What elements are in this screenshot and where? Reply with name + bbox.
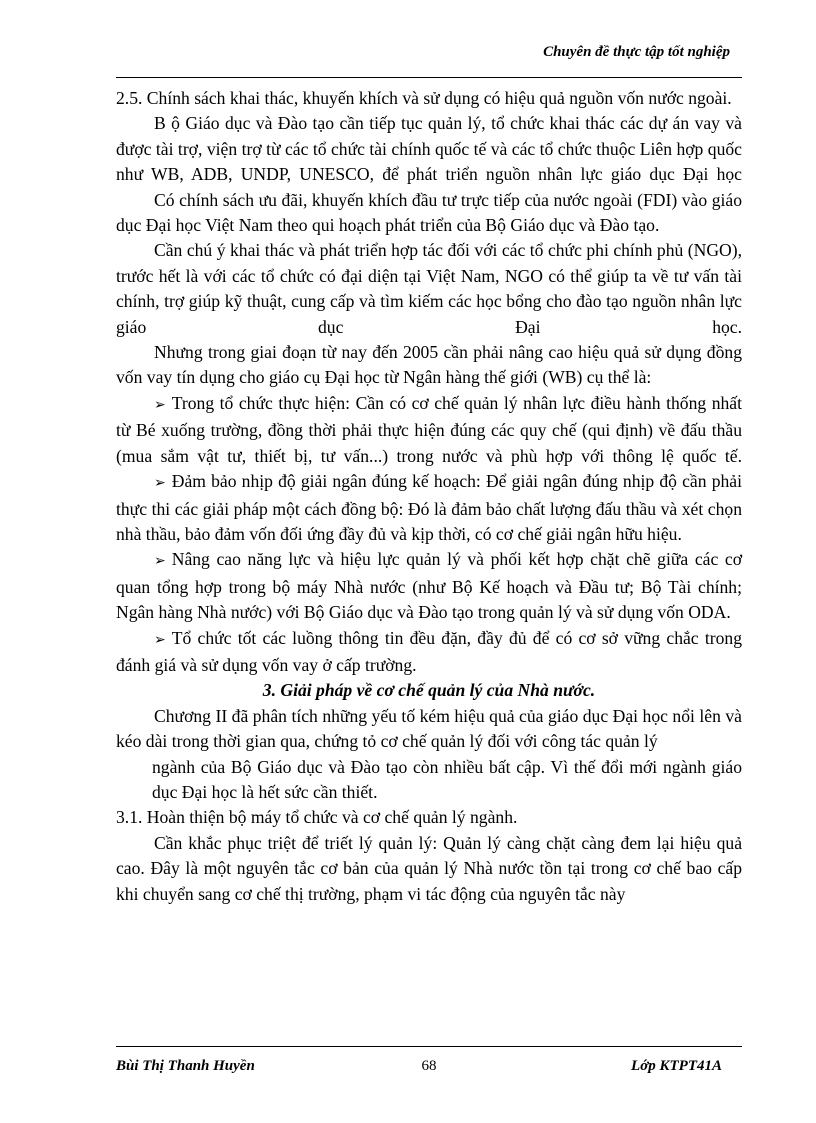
paragraph: B ộ Giáo dục và Đào tạo cần tiếp tục quản lý, tổ chức khai thác các dự án vay và được tài trợ, viện trợ từ các tổ chức tài chính quốc tế và các tổ chức thuộc Liên hợp quốc như WB, ADB, UNDP, UNESCO, để phát triển nguồn nhân lực giáo dục Đại học [116,113,742,185]
paragraph: Nhưng trong giai đoạn từ nay đến 2005 cần phải nâng cao hiệu quả sử dụng đồng vốn vay tín dụng cho giáo cụ Đại học từ Ngân hàng thế giới (WB) cụ thể là: [116,342,742,388]
footer-class: Lớp KTPT41A [631,1058,722,1074]
page-number: 68 [421,1058,437,1074]
page-footer [116,1058,742,1080]
section-3-heading: 3. Giải pháp về cơ chế quản lý của Nhà nước. [262,680,596,701]
arrow-bullet-icon: ➢ [154,632,166,648]
paragraph: Cần khắc phục triệt để triết lý quản lý: Quản lý càng chặt càng đem lại hiệu quả cao. Đây là một nguyên tắc cơ bản của quản lý Nhà nước tồn tại trong cơ chế bao cấp khi chuyển sang cơ chế thị trường, phạm vi tác động của nguyên tắc này [116,832,742,904]
bullet-item: ➢ Đảm bảo nhịp độ giải ngân đúng kế hoạch: Để giải ngân đúng nhịp độ cần phải thực thi các giải pháp một cách đồng bộ: Đó là đảm bảo chất lượng đấu thầu và xét chọn nhà thầu, bảo đảm vốn đối ứng đầy đủ và kịp thời, có cơ chế giải ngân hữu hiệu. [116,471,742,544]
paragraph: Chương II đã phân tích những yếu tố kém hiệu quả của giáo dục Đại học nổi lên và kéo dài trong thời gian qua, chứng tỏ cơ chế quản lý đối với công tác quản lý [116,705,742,752]
document-body [116,86,742,907]
footer-author: Bùi Thị Thanh Huyền [116,1058,255,1074]
arrow-bullet-icon: ➢ [154,554,166,570]
arrow-bullet-icon: ➢ [154,476,166,492]
section-3-1-title: 3.1. Hoàn thiện bộ máy tổ chức và cơ chế quản lý ngành. [116,807,518,828]
header-rule [116,77,742,78]
bullet-item: ➢ Tổ chức tốt các luồng thông tin đều đặn, đầy đủ để có cơ sở vững chắc trong đánh giá và sử dụng vốn vay ở cấp trường. [116,627,742,675]
footer-rule [116,1046,742,1047]
bullet-item: ➢ Trong tổ chức thực hiện: Cần có cơ chế quản lý nhân lực điều hành thống nhất từ Bé xuống trường, đồng thời phải thực hiện đúng các quy chế (qui định) về đấu thầu (mua sắm vật tư, thiết bị, tư vấn...) trong nước và phù hợp với thông lệ quốc tế. [116,392,742,466]
arrow-bullet-icon: ➢ [154,397,166,413]
bullet-item: ➢ Nâng cao năng lực và hiệu lực quản lý và phối kết hợp chặt chẽ giữa các cơ quan tổng hợp trong bộ máy Nhà nước (như Bộ Kế hoạch và Đầu tư; Bộ Tài chính; Ngân hàng Nhà nước) với Bộ Giáo dục và Đào tạo trong quản lý và sử dụng vốn ODA. [116,549,742,623]
header-title: Chuyên đề thực tập tốt nghiệp [543,44,730,60]
paragraph: Có chính sách ưu đãi, khuyến khích đầu tư trực tiếp của nước ngoài (FDI) vào giáo dục Đại học Việt Nam theo qui hoạch phát triển của Bộ Giáo dục và Đào tạo. [116,189,742,236]
section-2-5-title: 2.5. Chính sách khai thác, khuyến khích và sử dụng có hiệu quả nguồn vốn nước ngoài. [116,88,732,108]
paragraph: ngành của Bộ Giáo dục và Đào tạo còn nhiều bất cập. Vì thế đổi mới ngành giáo dục Đại học là hết sức cần thiết. [152,756,742,802]
paragraph: Cần chú ý khai thác và phát triển hợp tác đối với các tổ chức phi chính phủ (NGO), trước hết là với các tổ chức có đại diện tại Việt Nam, NGO có thể giúp ta về tư vấn tài chính, trợ giúp kỹ thuật, cung cấp và tìm kiếm các học bổng cho đào tạo nguồn nhân lực giáo dục Đại học. [116,240,742,337]
